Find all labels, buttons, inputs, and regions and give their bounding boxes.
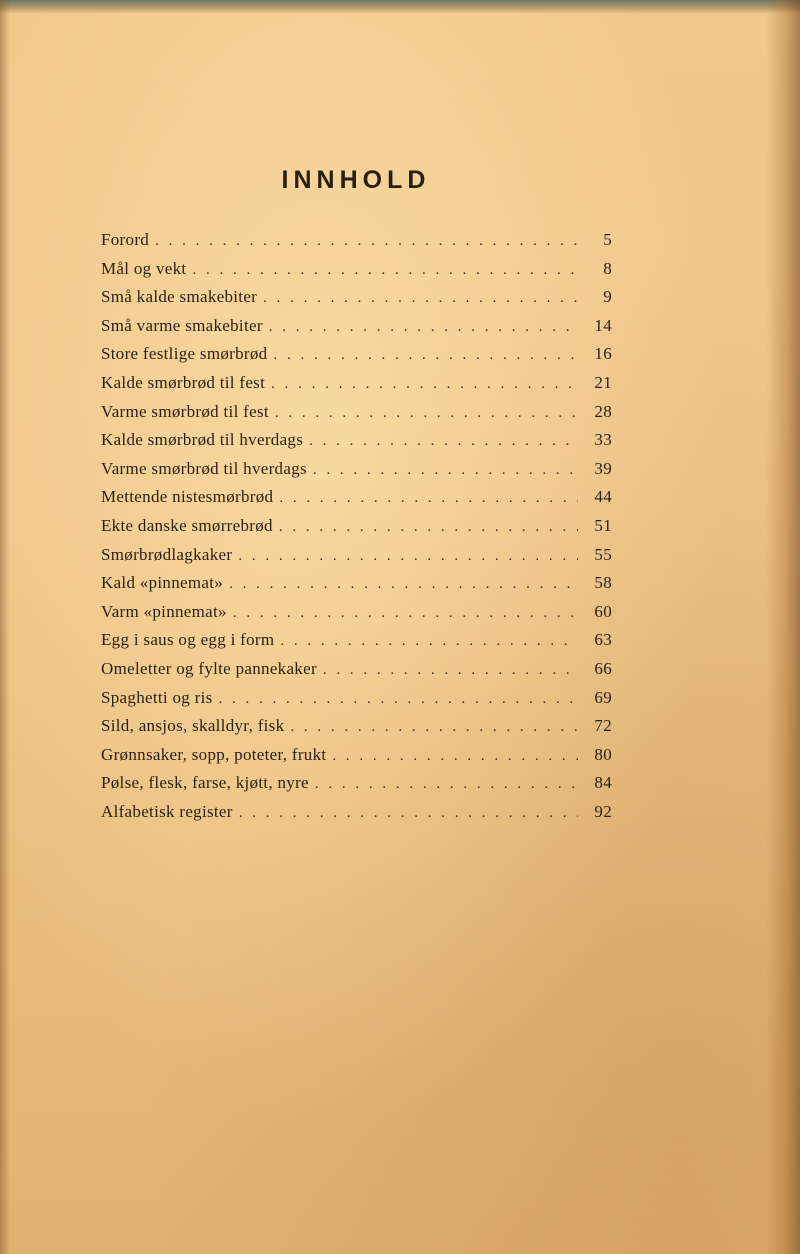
toc-entry-page: 21 <box>594 372 612 392</box>
toc-entry-label: Ekte danske smørrebrød <box>101 515 273 535</box>
page-title: INNHOLD <box>281 166 431 194</box>
toc-entry-page: 55 <box>594 544 612 564</box>
toc-entry-page: 66 <box>594 658 612 678</box>
toc-entry-page: 60 <box>594 601 612 621</box>
toc-entry-label: Små varme smakebiter <box>101 315 263 335</box>
toc-leader-dots <box>273 347 578 364</box>
toc-leader-dots <box>155 233 578 250</box>
toc-entry-page: 5 <box>603 230 612 249</box>
toc-entry-label: Egg i saus og egg i form <box>101 630 275 650</box>
page-top-edge <box>0 0 800 14</box>
toc-leader-dots <box>279 490 578 507</box>
toc-leader-dots <box>290 719 578 736</box>
toc-leader-dots <box>239 805 578 822</box>
page-right-edge <box>766 0 800 1254</box>
toc-entry <box>101 688 612 717</box>
toc-entry <box>101 459 612 488</box>
toc-leader-dots <box>332 748 578 765</box>
toc-entry <box>101 287 612 316</box>
toc-leader-dots <box>263 290 578 307</box>
toc-entry <box>101 573 612 602</box>
toc-leader-dots <box>269 319 578 336</box>
toc-leader-dots <box>229 576 578 593</box>
toc-entry-label: Kald «pinnemat» <box>101 573 224 593</box>
toc-entry <box>101 602 612 631</box>
toc-leader-dots <box>309 433 578 450</box>
toc-leader-dots <box>323 662 578 679</box>
toc-leader-dots <box>275 405 578 422</box>
toc-entry <box>101 630 612 659</box>
toc-entry <box>101 773 612 802</box>
toc-entry-label: Varme smørbrød til hverdags <box>101 458 307 478</box>
toc-entry <box>101 716 612 745</box>
toc-entry-page: 92 <box>594 801 612 821</box>
toc-entry <box>101 402 612 431</box>
toc-leader-dots <box>238 548 578 565</box>
toc-entry-page: 63 <box>594 630 612 650</box>
toc-entry-label: Sild, ansjos, skalldyr, fisk <box>101 716 285 736</box>
toc-entry-page: 84 <box>594 773 612 793</box>
toc-entry-page: 44 <box>594 487 612 507</box>
toc-leader-dots <box>315 776 578 793</box>
toc-entry <box>101 802 612 831</box>
toc-entry <box>101 516 612 545</box>
toc-entry-label: Grønnsaker, sopp, poteter, frukt <box>101 744 327 764</box>
toc-leader-dots <box>279 519 578 536</box>
toc-entry-page: 51 <box>594 515 612 535</box>
toc-entry <box>101 545 612 574</box>
toc-leader-dots <box>271 376 578 393</box>
toc-entry <box>101 259 612 288</box>
toc-entry-label: Store festlige smørbrød <box>101 344 268 364</box>
toc-entry-label: Omeletter og fylte pannekaker <box>101 658 317 678</box>
toc-entry-page: 39 <box>594 458 612 478</box>
toc-entry <box>101 316 612 345</box>
toc-entry-page: 8 <box>603 258 612 278</box>
toc-entry-label: Forord <box>101 230 150 249</box>
toc-entry-page: 69 <box>594 687 612 707</box>
toc-entry <box>101 344 612 373</box>
toc-entry <box>101 745 612 774</box>
toc-entry-label: Mål og vekt <box>101 258 187 278</box>
toc-entry-label: Spaghetti og ris <box>101 687 213 707</box>
toc-entry-label: Kalde smørbrød til hverdags <box>101 430 304 450</box>
toc-leader-dots <box>313 462 578 479</box>
toc-leader-dots <box>192 262 578 279</box>
toc-entry-label: Alfabetisk register <box>101 801 233 821</box>
toc-entry-label: Små kalde smakebiter <box>101 287 258 307</box>
toc-entry-page: 33 <box>594 430 612 450</box>
toc-entry-page: 16 <box>594 344 612 364</box>
toc-entry <box>101 487 612 516</box>
toc-entry <box>101 230 612 259</box>
toc-entry-label: Varm «pinnemat» <box>101 601 227 621</box>
toc-entry-label: Mettende nistesmørbrød <box>101 487 274 507</box>
toc-leader-dots <box>280 633 578 650</box>
toc-entry <box>101 373 612 402</box>
toc-entry-page: 14 <box>594 315 612 335</box>
toc-entry <box>101 430 612 459</box>
toc-entry-label: Varme smørbrød til fest <box>101 401 269 421</box>
toc-leader-dots <box>233 605 578 622</box>
toc-entry-page: 9 <box>603 287 612 307</box>
toc-entry-label: Pølse, flesk, farse, kjøtt, nyre <box>101 773 309 793</box>
toc-entry-page: 80 <box>594 744 612 764</box>
toc-entry-page: 58 <box>594 573 612 593</box>
table-of-contents <box>101 230 612 830</box>
toc-entry-page: 72 <box>594 716 612 736</box>
toc-entry-label: Kalde smørbrød til fest <box>101 372 266 392</box>
toc-entry <box>101 659 612 688</box>
toc-entry-label: Smørbrødlagkaker <box>101 544 233 564</box>
toc-entry-page: 28 <box>594 401 612 421</box>
toc-leader-dots <box>219 691 578 708</box>
